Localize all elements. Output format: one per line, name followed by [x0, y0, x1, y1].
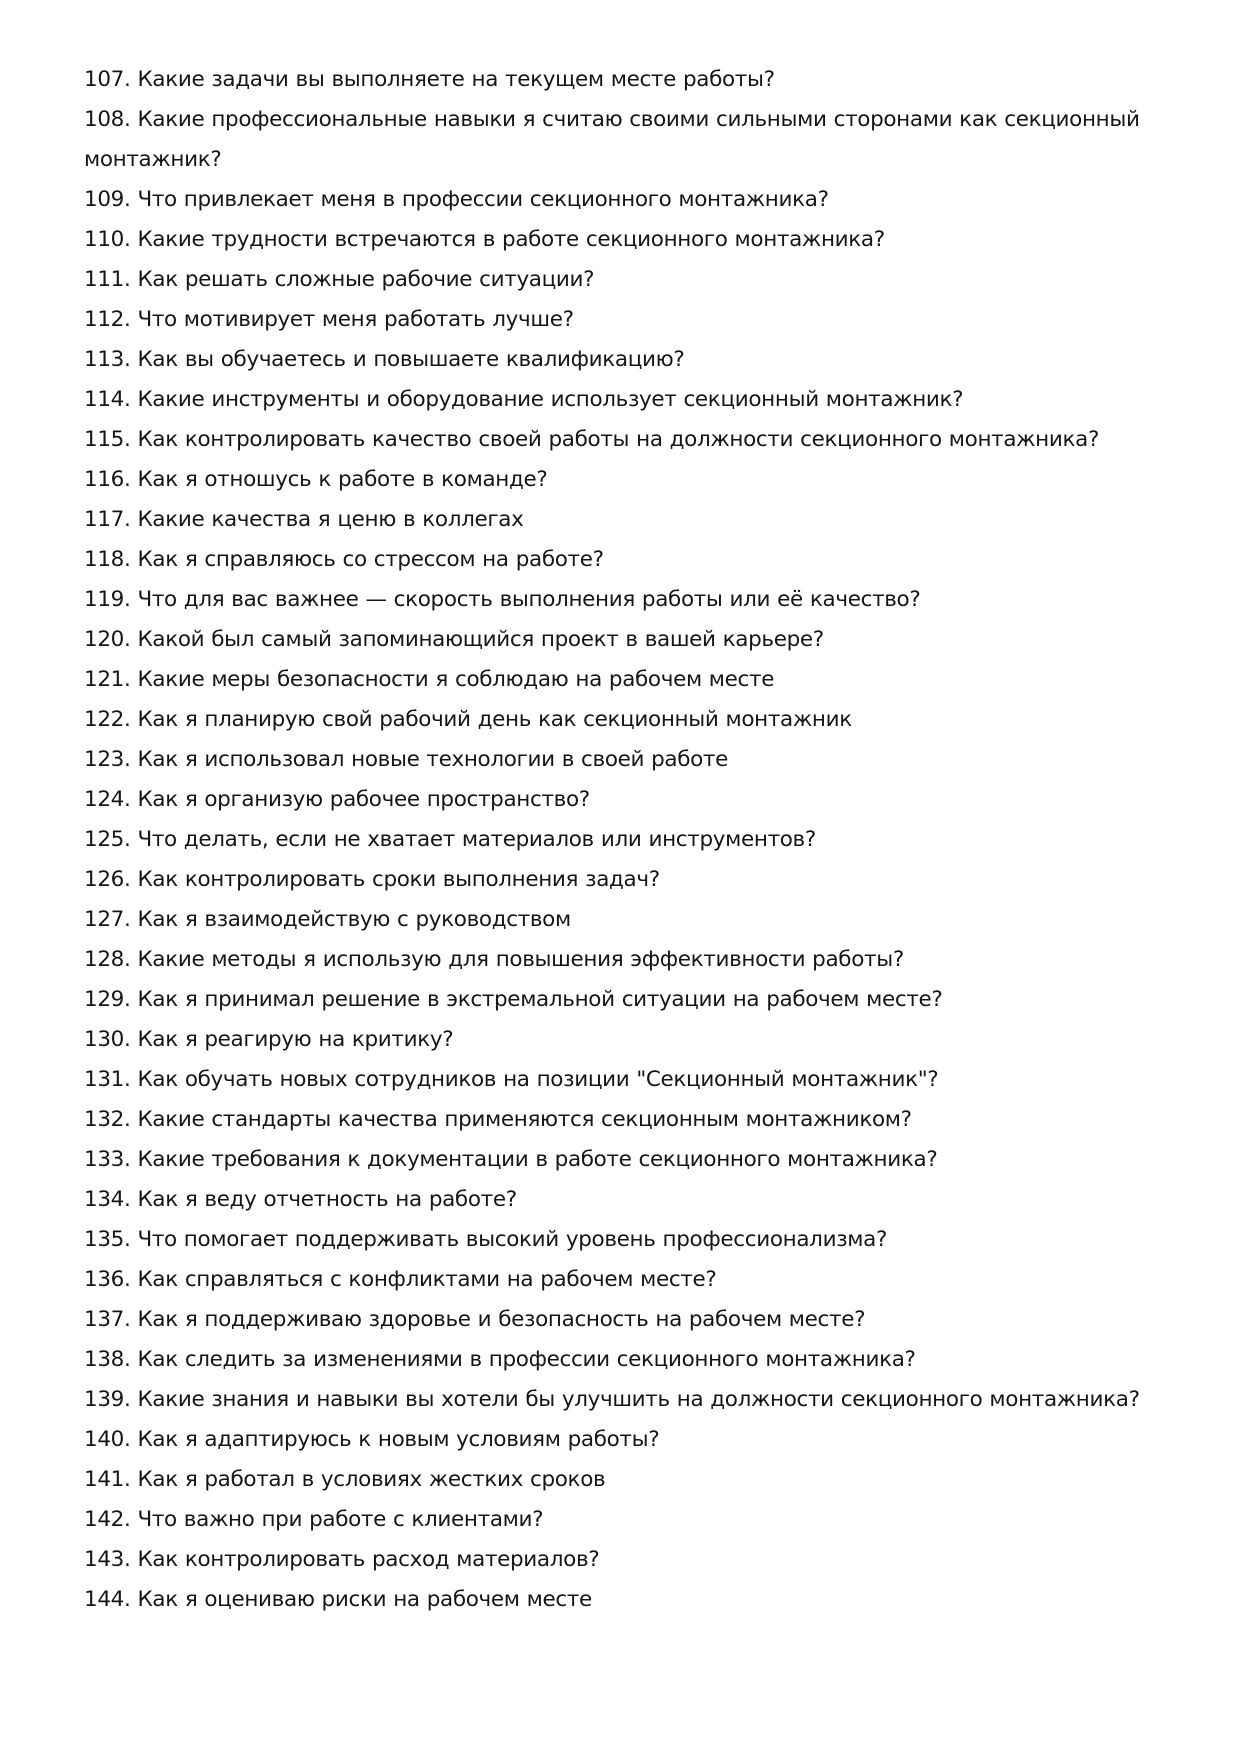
question-item: 122. Как я планирую свой рабочий день как секционный монтажник	[84, 707, 852, 732]
question-item: 133. Какие требования к документации в работе секционного монтажника?	[84, 1147, 938, 1172]
question-item: 132. Какие стандарты качества применяются секционным монтажником?	[84, 1107, 912, 1132]
question-item: 137. Как я поддерживаю здоровье и безопасность на рабочем месте?	[84, 1307, 866, 1332]
question-item: 121. Какие меры безопасности я соблюдаю на рабочем месте	[84, 667, 775, 692]
question-item: 140. Как я адаптируюсь к новым условиям работы?	[84, 1427, 660, 1452]
question-item: 115. Как контролировать качество своей работы на должности секционного монтажника?	[84, 427, 1100, 452]
question-item: 124. Как я организую рабочее пространство?	[84, 787, 590, 812]
question-item: 119. Что для вас важнее — скорость выполнения работы или её качество?	[84, 587, 921, 612]
question-item: 141. Как я работал в условиях жестких сроков	[84, 1467, 606, 1492]
question-item: 144. Как я оцениваю риски на рабочем месте	[84, 1587, 592, 1612]
question-item: 142. Что важно при работе с клиентами?	[84, 1507, 544, 1532]
question-item: 134. Как я веду отчетность на работе?	[84, 1187, 517, 1212]
question-item: 127. Как я взаимодействую с руководством	[84, 907, 571, 932]
question-item: 131. Как обучать новых сотрудников на позиции "Секционный монтажник"?	[84, 1067, 939, 1092]
question-item: 130. Как я реагирую на критику?	[84, 1027, 454, 1052]
question-item: 112. Что мотивирует меня работать лучше?	[84, 307, 574, 332]
question-item: 125. Что делать, если не хватает материалов или инструментов?	[84, 827, 816, 852]
question-item: 143. Как контролировать расход материалов?	[84, 1547, 600, 1572]
question-list	[84, 60, 1174, 1620]
question-item: 126. Как контролировать сроки выполнения задач?	[84, 867, 660, 892]
question-item: 107. Какие задачи вы выполняете на текущем месте работы?	[84, 67, 775, 92]
question-item: 109. Что привлекает меня в профессии секционного монтажника?	[84, 187, 829, 212]
question-item: 136. Как справляться с конфликтами на рабочем месте?	[84, 1267, 717, 1292]
question-item: 129. Как я принимал решение в экстремальной ситуации на рабочем месте?	[84, 987, 943, 1012]
question-item: 114. Какие инструменты и оборудование использует секционный монтажник?	[84, 387, 964, 412]
question-item: 110. Какие трудности встречаются в работе секционного монтажника?	[84, 227, 885, 252]
question-item: 128. Какие методы я использую для повышения эффективности работы?	[84, 947, 904, 972]
question-item: 113. Как вы обучаетесь и повышаете квалификацию?	[84, 347, 685, 372]
question-item: 138. Как следить за изменениями в профессии секционного монтажника?	[84, 1347, 916, 1372]
question-item: 108. Какие профессиональные навыки я считаю своими сильными сторонами как секционный монтажник?	[84, 107, 1140, 172]
question-item: 116. Как я отношусь к работе в команде?	[84, 467, 548, 492]
question-item: 117. Какие качества я ценю в коллегах	[84, 507, 524, 532]
question-item: 111. Как решать сложные рабочие ситуации?	[84, 267, 595, 292]
question-item: 135. Что помогает поддерживать высокий уровень профессионализма?	[84, 1227, 888, 1252]
question-item: 139. Какие знания и навыки вы хотели бы улучшить на должности секционного монтажника?	[84, 1387, 1140, 1412]
question-item: 120. Какой был самый запоминающийся проект в вашей карьере?	[84, 627, 824, 652]
question-item: 118. Как я справляюсь со стрессом на работе?	[84, 547, 604, 572]
question-item: 123. Как я использовал новые технологии в своей работе	[84, 747, 729, 772]
